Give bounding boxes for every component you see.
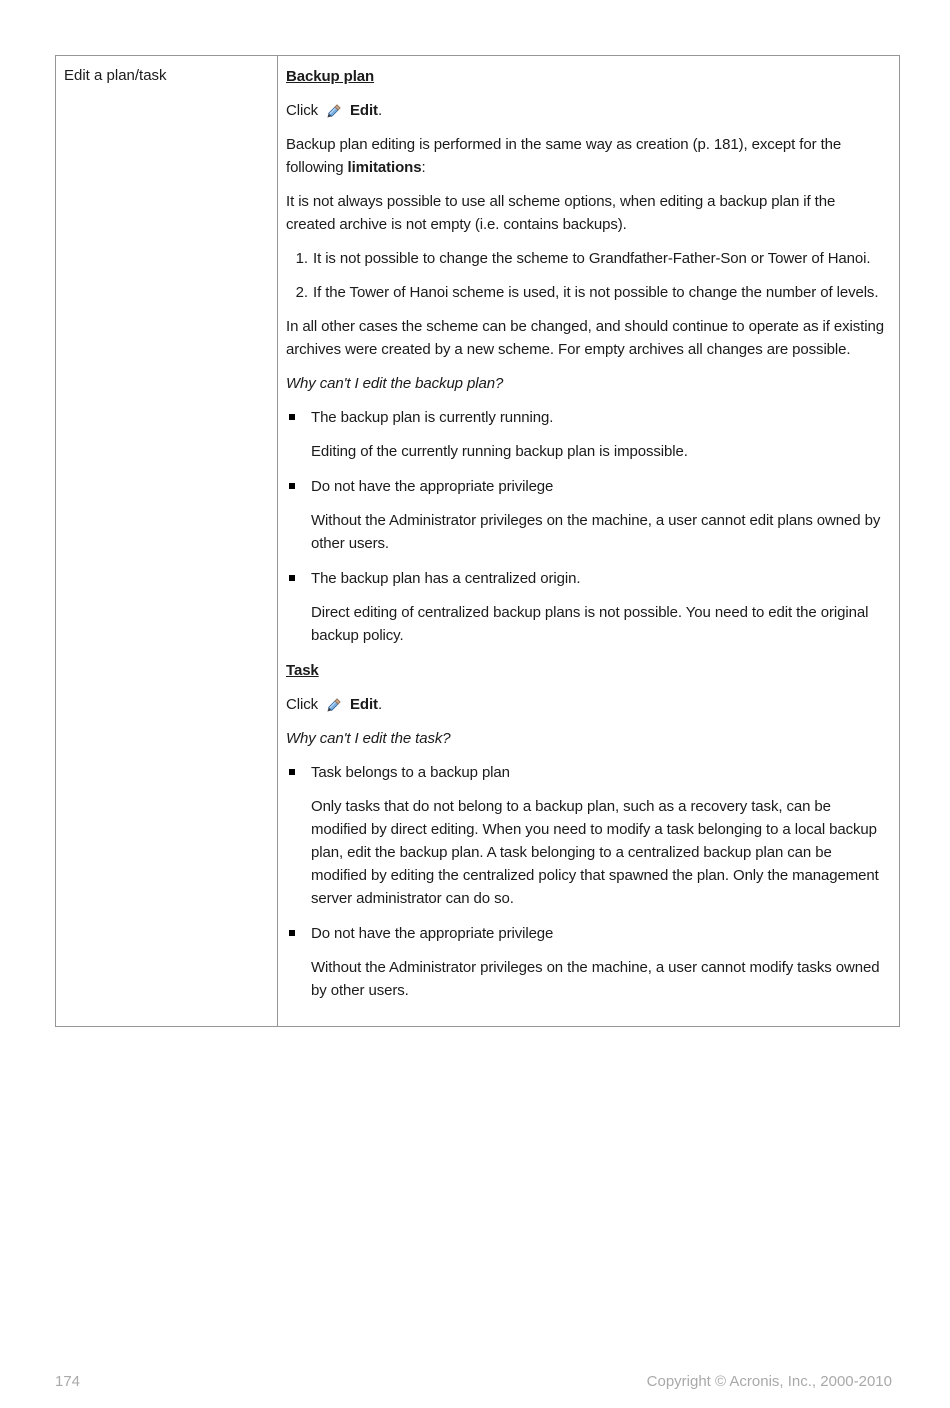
edit-plan-task-table <box>55 55 900 1027</box>
bullet-item <box>286 406 887 463</box>
click-period: . <box>377 696 383 713</box>
other-cases-paragraph: In all other cases the scheme can be changed, and should continue to operate as if existing archives were created by a new scheme. For empty archives all changes are possible. <box>286 318 884 358</box>
bullet-detail: Direct editing of centralized backup plans is not possible. You need to edit the original backup policy. <box>311 604 869 644</box>
row-content-cell <box>278 56 899 1026</box>
backup-plan-intro <box>286 133 887 179</box>
scheme-note-paragraph: It is not always possible to use all scheme options, when editing a backup plan if the created archive is not empty (i.e. contains backups). <box>286 193 836 233</box>
row-label-cell <box>56 56 278 1026</box>
edit-pencil-icon <box>324 696 343 715</box>
bullet-title: Do not have the appropriate privilege <box>311 925 554 942</box>
edit-action-label: Edit <box>350 102 378 119</box>
square-bullet-icon <box>289 930 295 936</box>
bullet-detail: Without the Administrator privileges on the machine, a user cannot modify tasks owned by other users. <box>311 959 880 999</box>
bullet-detail: Without the Administrator privileges on the machine, a user cannot edit plans owned by other users. <box>311 512 881 552</box>
backup-plan-click-line <box>286 99 887 122</box>
square-bullet-icon <box>289 769 295 775</box>
intro-colon: : <box>421 159 426 176</box>
bullet-item <box>286 567 887 647</box>
edit-pencil-icon <box>324 102 343 121</box>
bullet-detail: Only tasks that do not belong to a backup plan, such as a recovery task, can be modified by direct editing. When you need to modify a task belonging to a local backup plan, edit the backup plan. A task belonging to a centralized backup plan can be modified by editing the centralized policy that spawned the plan. Only the management server administrator can do so. <box>311 798 879 907</box>
edit-action-label: Edit <box>350 696 378 713</box>
bullet-title: Do not have the appropriate privilege <box>311 478 554 495</box>
bullet-title: The backup plan has a centralized origin. <box>311 570 581 587</box>
bullet-item <box>286 475 887 555</box>
task-question: Why can't I edit the task? <box>286 730 451 747</box>
square-bullet-icon <box>289 414 295 420</box>
click-label: Click <box>286 696 318 713</box>
row-label: Edit a plan/task <box>64 67 167 84</box>
click-period: . <box>377 102 383 119</box>
task-click-line <box>286 693 887 716</box>
bullet-title: Task belongs to a backup plan <box>311 764 510 781</box>
task-heading: Task <box>286 662 319 679</box>
square-bullet-icon <box>289 483 295 489</box>
page-number: 174 <box>55 1373 81 1390</box>
bullet-detail: Editing of the currently running backup plan is impossible. <box>311 443 688 460</box>
intro-text: Backup plan editing is performed in the same way as creation (p. 181), except for the following <box>286 136 842 176</box>
bullet-item <box>286 761 887 910</box>
limitations-emphasis: limitations <box>347 159 422 176</box>
list-item: 1. It is not possible to change the scheme to Grandfather-Father-Son or Tower of Hanoi. <box>312 247 887 270</box>
page-footer <box>55 1373 892 1390</box>
bullet-title: The backup plan is currently running. <box>311 409 554 426</box>
square-bullet-icon <box>289 575 295 581</box>
limitations-numbered-list <box>286 247 887 304</box>
bullet-item <box>286 922 887 1002</box>
click-label: Click <box>286 102 318 119</box>
backup-plan-question: Why can't I edit the backup plan? <box>286 375 504 392</box>
copyright-notice: Copyright © Acronis, Inc., 2000-2010 <box>646 1373 892 1390</box>
backup-plan-heading: Backup plan <box>286 68 375 85</box>
list-item: 2. If the Tower of Hanoi scheme is used, it is not possible to change the number of levels. <box>312 281 887 304</box>
